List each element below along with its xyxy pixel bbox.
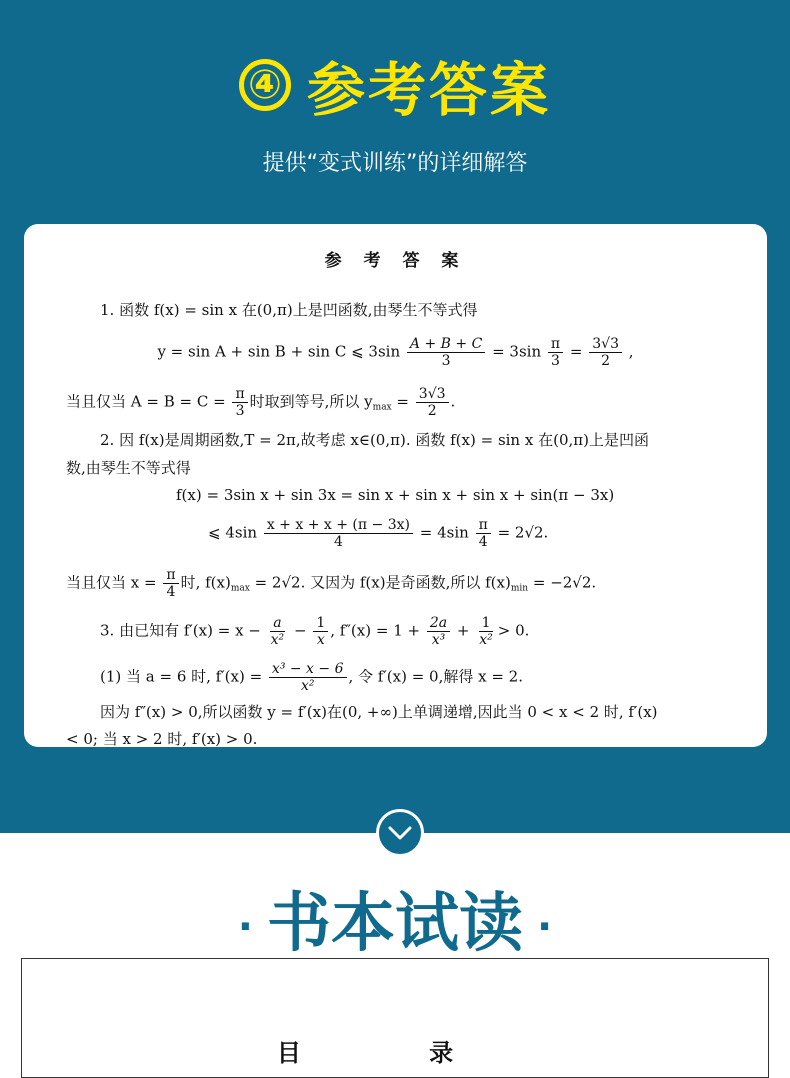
answer-2-conclusion xyxy=(66,567,596,600)
eq-text: = xyxy=(396,392,409,411)
fraction xyxy=(416,386,449,419)
fraction xyxy=(269,661,347,694)
eq-text: = 4sin xyxy=(419,523,469,542)
numerator: π xyxy=(548,336,563,353)
denominator: 4 xyxy=(333,534,343,550)
numerator: 3√3 xyxy=(416,386,449,403)
preview-heading xyxy=(0,872,790,964)
denominator: x² xyxy=(270,632,285,648)
numerator: a xyxy=(270,615,284,632)
answer-2-inequality xyxy=(208,517,548,550)
numerator: 1 xyxy=(479,615,494,632)
denominator: 4 xyxy=(478,534,488,550)
numerator: x³ − x − 6 xyxy=(269,661,347,678)
answer-2-equation: f(x) = 3sin x + sin 3x = sin x + sin x + sin x + sin(π − 3x) xyxy=(176,486,615,504)
fraction xyxy=(589,336,622,369)
fraction xyxy=(427,615,450,648)
eq-text: = 2√2. 又因为 f(x)是奇函数,所以 f(x) xyxy=(254,573,511,592)
eq-text: 时, f(x) xyxy=(180,573,231,592)
fraction xyxy=(407,336,485,369)
eq-text: = 3sin xyxy=(492,342,542,361)
eq-text: , 令 f′(x) = 0,解得 x = 2. xyxy=(348,667,523,686)
eq-text: 当且仅当 A = B = C = xyxy=(66,392,226,411)
eq-text: = −2√2. xyxy=(532,573,597,592)
fraction xyxy=(163,567,178,600)
denominator: 2 xyxy=(601,353,611,369)
denominator: 3 xyxy=(441,353,451,369)
fraction xyxy=(264,517,413,550)
bullet-dot: · xyxy=(537,904,553,951)
eq-text: y = sin A + sin B + sin C ⩽ 3sin xyxy=(157,342,401,361)
eq-text: 时取到等号,所以 y xyxy=(249,392,373,411)
answer-card xyxy=(24,224,767,747)
numerator: x + x + x + (π − 3x) xyxy=(264,517,413,534)
numerator: π xyxy=(232,386,247,403)
fraction xyxy=(548,336,563,369)
numerator: A + B + C xyxy=(407,336,485,353)
denominator: x² xyxy=(479,632,493,648)
card-title: 参 考 答 案 xyxy=(324,251,467,271)
numerator: 2a xyxy=(427,615,450,632)
denominator: 3 xyxy=(235,403,245,419)
answer-3-line xyxy=(100,615,529,648)
numerator: 1 xyxy=(313,615,328,632)
denominator: x xyxy=(316,632,325,648)
answer-1-line: 1. 函数 f(x) = sin x 在(0,π)上是凹函数,由琴生不等式得 xyxy=(100,301,478,319)
preview-title: 书本试读 xyxy=(267,887,523,961)
section-number: ④ xyxy=(239,59,291,111)
fraction xyxy=(313,615,328,648)
section-title: 参考答案 xyxy=(306,56,551,124)
eq-text: = xyxy=(569,342,583,361)
answer-2-line: 数,由琴生不等式得 xyxy=(66,459,191,477)
answer-1-conclusion xyxy=(66,386,455,419)
eq-text: > 0. xyxy=(497,621,530,640)
answer-2-line: 2. 因 f(x)是周期函数,T = 2π,故考虑 x∈(0,π). 函数 f(x) = sin x 在(0,π)上是凹函 xyxy=(100,431,649,449)
eq-text: 3. 由已知有 f′(x) = x − xyxy=(100,621,261,640)
numerator: π xyxy=(476,517,491,534)
fraction xyxy=(476,615,496,648)
eq-text: ⩽ 4sin xyxy=(208,523,258,542)
answer-3-line: 因为 f″(x) > 0,所以函数 y = f′(x)在(0, +∞)上单调递增,因此当 0 < x < 2 时, f′(x) xyxy=(100,703,658,721)
denominator: 3 xyxy=(551,353,560,369)
section-subtitle: 提供“变式训练”的详细解答 xyxy=(262,151,528,176)
answer-1-equation xyxy=(24,336,767,369)
numerator: 3√3 xyxy=(589,336,622,353)
fraction xyxy=(232,386,247,419)
subscript: max xyxy=(230,583,250,594)
eq-text: , f″(x) = 1 + xyxy=(330,621,421,640)
expand-button[interactable] xyxy=(376,809,424,857)
fraction xyxy=(268,615,288,648)
eq-text: = 2√2. xyxy=(497,523,549,542)
eq-text: 当且仅当 x = xyxy=(66,573,157,592)
numerator: π xyxy=(163,567,178,584)
toc-title: 目 录 xyxy=(276,1039,514,1067)
eq-text: (1) 当 a = 6 时, f′(x) = xyxy=(100,667,263,686)
eq-text: − xyxy=(293,621,307,640)
eq-text: . xyxy=(450,392,456,411)
fraction xyxy=(476,517,491,550)
subscript: max xyxy=(372,402,392,413)
denominator: x² xyxy=(300,678,315,694)
bullet-dot: · xyxy=(237,904,253,951)
answer-3-part-1 xyxy=(100,661,523,694)
answer-3-line: < 0; 当 x > 2 时, f′(x) > 0. xyxy=(66,730,258,747)
denominator: 4 xyxy=(166,584,176,600)
chevron-down-icon xyxy=(388,826,412,840)
section-header xyxy=(0,40,790,130)
eq-text: + xyxy=(456,621,470,640)
denominator: 2 xyxy=(427,403,437,419)
denominator: x³ xyxy=(431,632,446,648)
eq-text: , xyxy=(628,342,634,361)
subscript: min xyxy=(510,583,529,594)
